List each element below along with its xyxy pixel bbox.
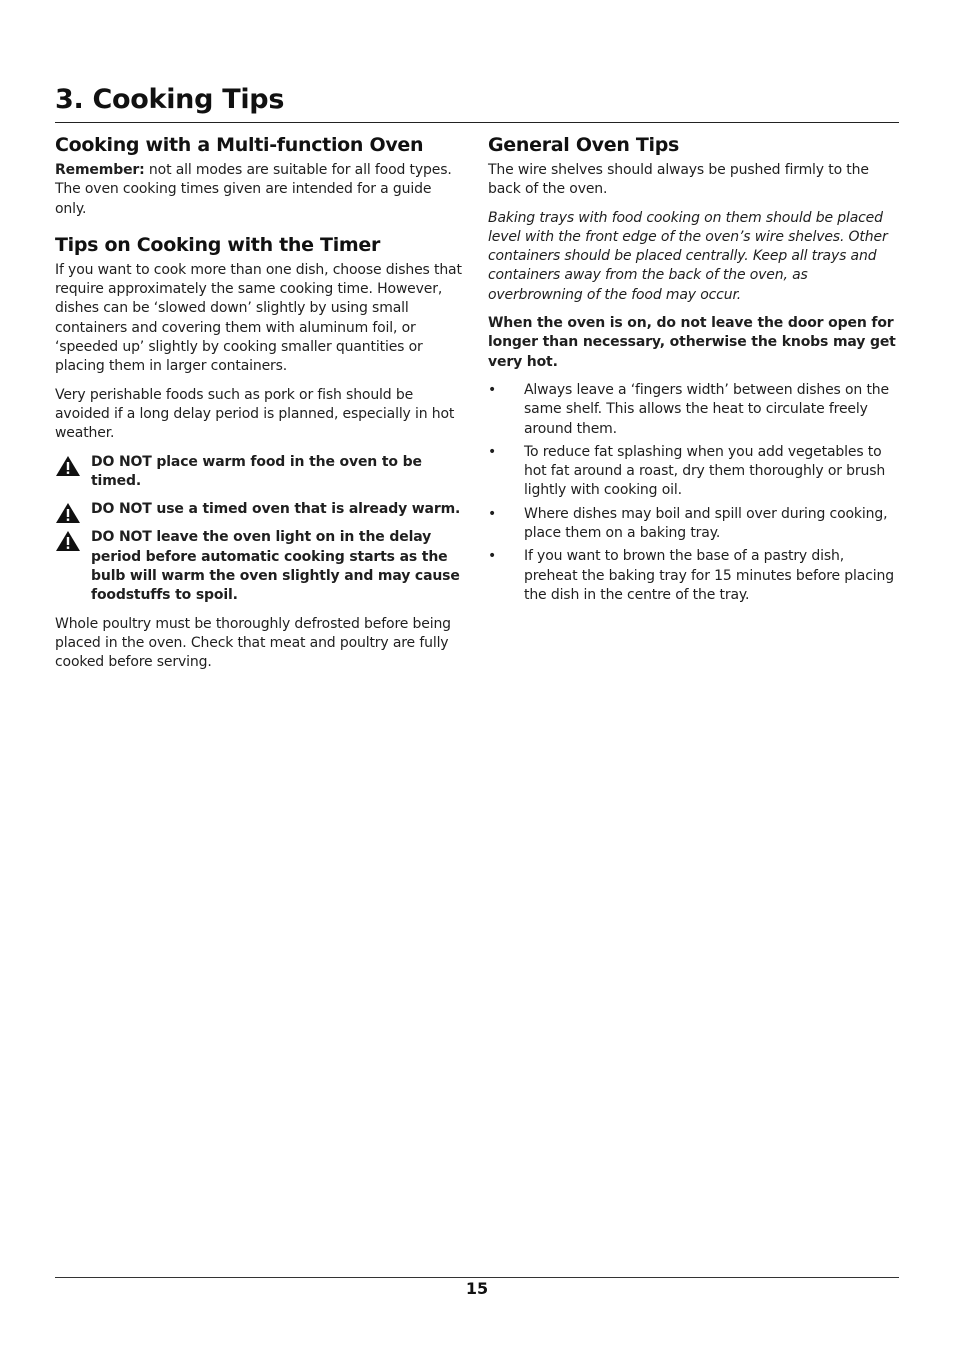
bullet-icon: • (488, 548, 497, 565)
door-warning-paragraph: When the oven is on, do not leave the door open for longer than necessary, otherwise the knobs may get very hot. (488, 315, 896, 370)
list-item-text: If you want to brown the base of a pastry dish, preheat the baking tray for 15 minutes before placing the dish in the centre of the tray. (524, 548, 894, 603)
remember-paragraph (55, 161, 465, 219)
tips-list (488, 381, 900, 605)
warning-text: DO NOT place warm food in the oven to be timed. (91, 453, 422, 489)
list-item-text: Always leave a ‘fingers width’ between dishes on the same shelf. This allows the heat to circulate freely around them. (524, 381, 889, 437)
warning-text: DO NOT use a timed oven that is already warm. (91, 501, 461, 518)
warning-triangle-icon (55, 530, 81, 552)
baking-trays-paragraph: Baking trays with food cooking on them should be placed level with the front edge of the oven’s wire shelves. Other containers should be placed centrally. Keep all trays and containers away from the back of the oven, as overbrowning of the food may occur. (488, 209, 888, 303)
warning-text: DO NOT leave the oven light on in the delay period before automatic cooking starts as the bulb will warm the oven slightly and may cause foodstuffs to spoil. (91, 529, 460, 604)
warning-item (55, 528, 465, 605)
poultry-paragraph: Whole poultry must be thoroughly defrosted before being placed in the oven. Check that meat and poultry are fully cooked before serving. (55, 615, 451, 671)
remember-text: not all modes are suitable for all food types. The oven cooking times given are intended for a guide only. (55, 162, 452, 217)
warning-item (55, 453, 465, 492)
warning-triangle-icon (55, 502, 81, 524)
list-item-text: To reduce fat splashing when you add vegetables to hot fat around a roast, dry them thoroughly or brush lightly with cooking oil. (524, 443, 886, 499)
section-heading-multifunction: Cooking with a Multi-function Oven (55, 134, 424, 156)
warning-item (55, 500, 465, 519)
remember-label: Remember: (55, 162, 145, 178)
list-item (488, 381, 900, 439)
page-number: 15 (465, 1279, 489, 1298)
bullet-icon: • (488, 505, 497, 522)
list-item-text: Where dishes may boil and spill over during cooking, place them on a baking tray. (524, 505, 888, 542)
bullet-icon: • (488, 381, 497, 398)
list-item (488, 505, 900, 544)
list-item (488, 547, 900, 605)
right-column (488, 133, 900, 609)
warning-triangle-icon (55, 455, 81, 477)
timer-paragraph-1: If you want to cook more than one dish, choose dishes that require approximately the same cooking time. However, dishes can be ‘slowed down’ slightly by using small containers and covering them with aluminum foil, or ‘speeded up’ slightly by cooking smaller quantities or placing them in larger containers. (55, 261, 462, 375)
title-divider (55, 122, 899, 123)
page-title: 3. Cooking Tips (55, 84, 285, 115)
bullet-icon: • (488, 443, 497, 460)
shelves-paragraph: The wire shelves should always be pushed firmly to the back of the oven. (488, 162, 869, 198)
footer-divider (55, 1277, 899, 1278)
left-column (55, 133, 465, 682)
list-item (488, 443, 900, 501)
timer-paragraph-2: Very perishable foods such as pork or fish should be avoided if a long delay period is planned, especially in hot weather. (55, 386, 455, 442)
section-heading-timer: Tips on Cooking with the Timer (55, 233, 381, 256)
section-heading-general: General Oven Tips (488, 134, 680, 156)
